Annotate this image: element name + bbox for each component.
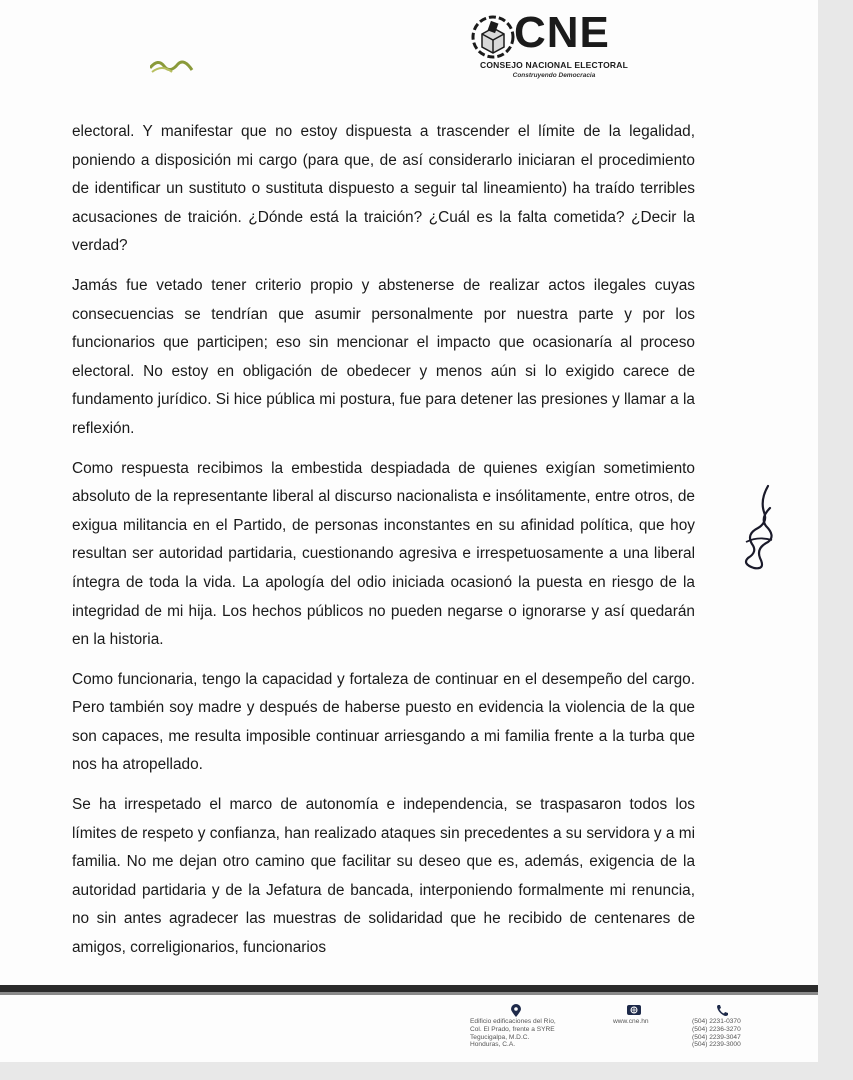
globe-icon <box>626 1004 642 1016</box>
paragraph-1: electoral. Y manifestar que no estoy dispuesta a trascender el límite de la legalidad, poniendo a disposición mi cargo (para que, de así considerarlo iniciaran el procedimiento de identificar un sustituto o sustituta dispuesto a seguir tal lineamiento) ha traído terribles acusaciones de traición. ¿Dónde está la traición? ¿Cuál es la falta cometida? ¿Decir la verdad? <box>72 123 695 255</box>
footer-website: www.cne.hn <box>613 1018 649 1025</box>
logo-text: CNE <box>514 8 610 57</box>
paragraph-2: Jamás fue vetado tener criterio propio y abstenerse de realizar actos ilegales cuyas consecuencias se tendrían que asumir personalmente por nuestra parte y por los funcionarios que participen; eso sin mencionar el impacto que ocasionaría al proceso electoral. No estoy en obligación de obedecer y menos aún si lo exigido carece de fundamento jurídico. Si hice pública mi postura, fue para detener las presiones y llamar a la reflexión. <box>72 276 695 437</box>
decorative-corner-mark <box>150 54 194 76</box>
org-name: CONSEJO NACIONAL ELECTORAL <box>480 60 628 70</box>
paragraph-5: Se ha irrespetado el marco de autonomía e independencia, se traspasaron todos los límites de respeto y confianza, han realizado ataques sin precedentes a su servidora y a mi familia. No me dejan otro camino que facilitar su deseo que es, además, exigencia de la autoridad partidaria y de la Jefatura de bancada, interponiendo formalmente mi renuncia, no sin antes agradecer las muestras de solidaridad que he recibido de centenares de amigos, correligionarios, funcionarios <box>72 796 695 957</box>
phone-icon <box>716 1004 728 1017</box>
location-pin-icon <box>510 1004 522 1018</box>
margin-signature <box>738 482 780 574</box>
footer-phones: (504) 2231-0370 (504) 2236-3270 (504) 2239-3047 (504) 2239-3000 <box>692 1018 741 1049</box>
org-slogan: Construyendo Democracia <box>512 72 596 79</box>
ballot-box-icon <box>470 14 516 60</box>
letter-body <box>72 118 695 974</box>
footer-address: Edificio edificaciones del Río, Col. El Prado, frente a SYRE Tegucigalpa, M.D.C. Honduras, C.A. <box>470 1018 556 1049</box>
paragraph-3: Como respuesta recibimos la embestida despiadada de quienes exigían sometimiento absoluto de la representante liberal al discurso nacionalista e insólitamente, entre otros, de exigua militancia en el Partido, de personas inconstantes en su afinidad política, que hoy resultan ser autoridad partidaria, cuestionando agresiva e irrespetuosamente a una liberal íntegra de toda la vida. La apología del odio iniciada ocasionó la puesta en riesgo de la integridad de mi hija. Los hechos públicos no pueden negarse o ignorarse y así quedarán en la historia. <box>72 459 695 649</box>
paragraph-4: Como funcionaria, tengo la capacidad y fortaleza de continuar en el desempeño del cargo. Pero también soy madre y después de haberse puesto en evidencia la violencia de la que son capaces, me resulta imposible continuar arriesgando a mi familia frente a la turba que nos ha atropellado. <box>72 670 695 774</box>
cne-logo <box>468 8 640 102</box>
footer-rule-shadow <box>0 992 818 995</box>
footer-rule <box>0 985 818 992</box>
